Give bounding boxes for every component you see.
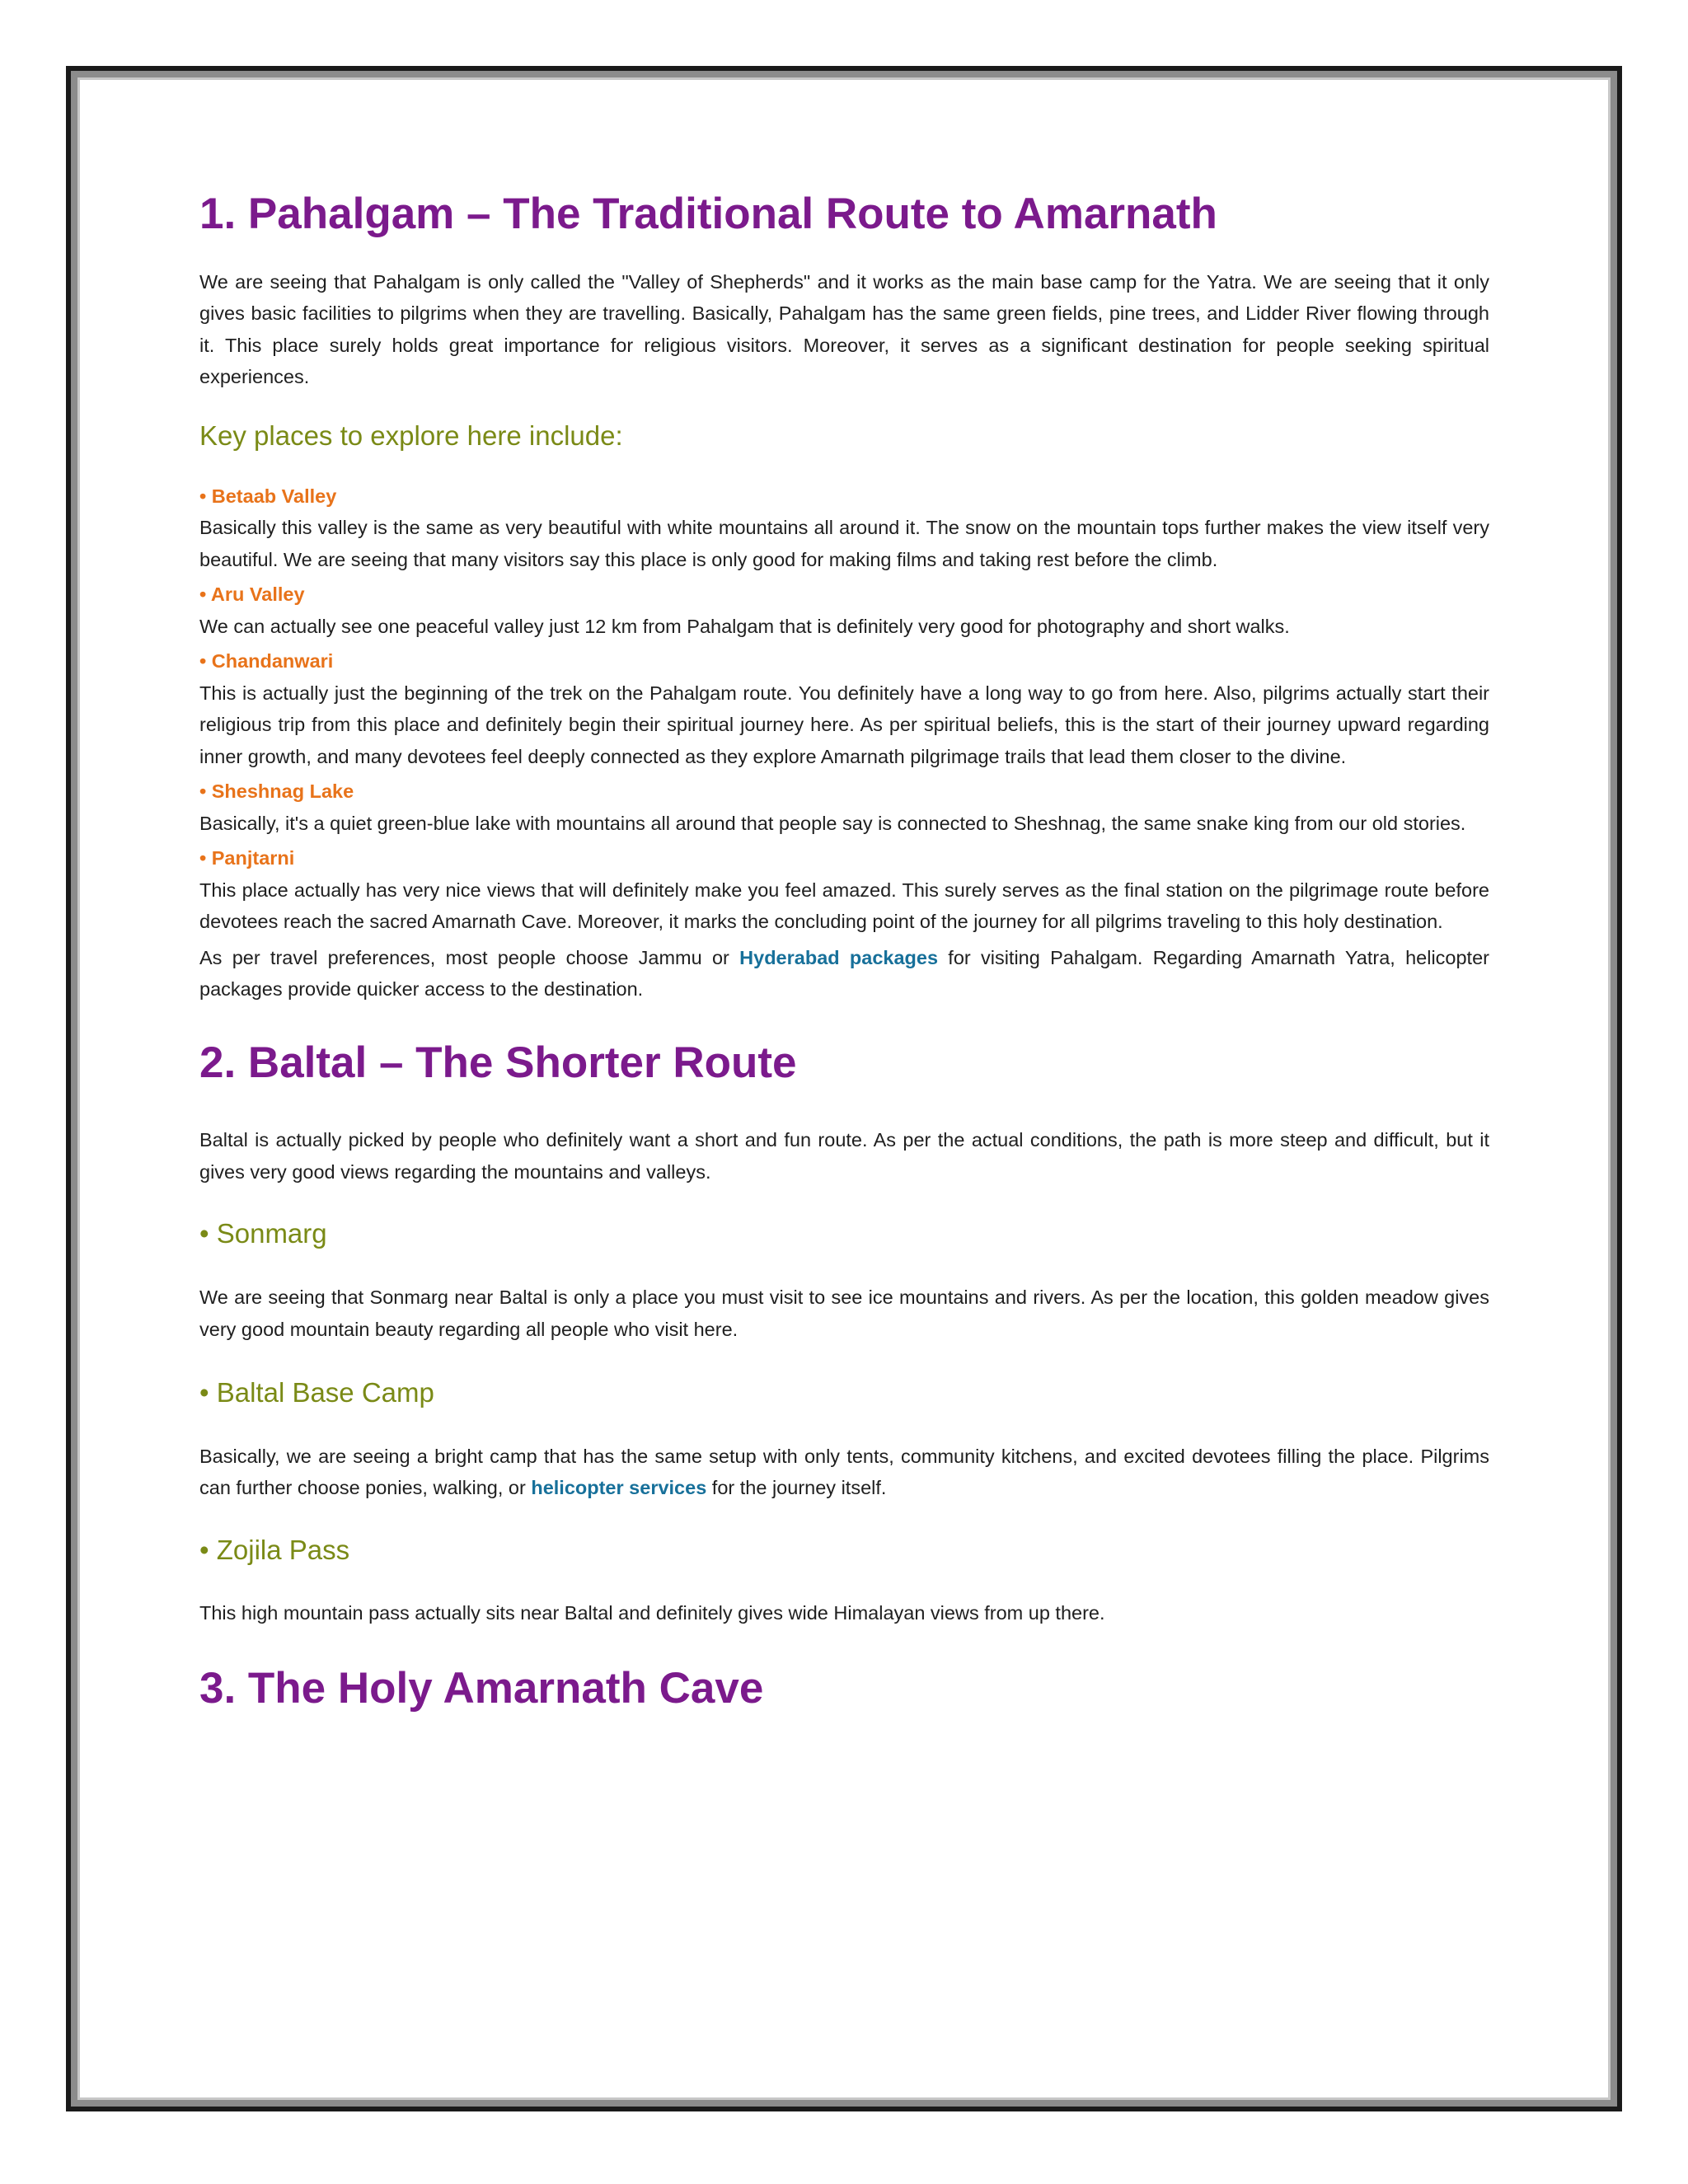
section1-intro: We are seeing that Pahalgam is only called the "Valley of Shepherds" and it works as the main base camp for the Yatra. We are seeing that it only gives basic facilities to pilgrims when they are travelling. Basically, Pahalgam has the same green fields, pine trees, and Lidder River flowing through it. This place surely holds great importance for religious visitors. Moreover, it serves as a significant destination for people seeking spiritual experiences.	[199, 270, 1489, 388]
place-name-betaab-valley: • Betaab Valley	[199, 485, 337, 507]
place-name-chandanwari: • Chandanwari	[199, 650, 334, 673]
helicopter-services-link[interactable]: helicopter services	[531, 1477, 707, 1499]
zojila-pass-heading: • Zojila Pass	[199, 1534, 350, 1565]
section1-heading: 1. Pahalgam – The Traditional Route to Amarnath	[199, 190, 1217, 238]
section1-closing-before: As per travel preferences, most people choose Jammu or	[199, 946, 740, 968]
place-name-sheshnag-lake: • Sheshnag Lake	[199, 780, 354, 803]
section3-heading: 3. The Holy Amarnath Cave	[199, 1663, 764, 1713]
section2-intro: Baltal is actually picked by people who definitely want a short and fun route. As per the actual conditions, the path is more steep and difficult, but it gives very good views regarding the mountains and valleys.	[199, 1129, 1489, 1183]
hyderabad-packages-link[interactable]: Hyderabad packages	[739, 946, 939, 968]
place-name-aru-valley: • Aru Valley	[199, 583, 305, 606]
key-places-heading: Key places to explore here include:	[199, 419, 623, 451]
place-name-panjtarni: • Panjtarni	[199, 847, 295, 869]
basecamp-text-after: for the journey itself.	[706, 1477, 887, 1499]
place-text-sheshnag-lake: Basically, it's a quiet green-blue lake with mountains all around that people say is connected to Sheshnag, the same snake king from our old stories.	[199, 812, 1466, 834]
document-body	[199, 190, 1489, 1714]
section2-heading: 2. Baltal – The Shorter Route	[199, 1038, 797, 1087]
baltal-base-camp-text	[199, 1441, 1489, 1504]
sonmarg-text: We are seeing that Sonmarg near Baltal is only a place you must visit to see ice mountains and rivers. As per the location, this golden meadow gives very good mountain beauty regarding all people who visit here.	[199, 1286, 1489, 1340]
zojila-pass-text: This high mountain pass actually sits near Baltal and definitely gives wide Himalayan views from up there.	[199, 1602, 1105, 1624]
places-list	[199, 480, 1489, 938]
place-text-aru-valley: We can actually see one peaceful valley just 12 km from Pahalgam that is definitely very good for photography and short walks.	[199, 615, 1290, 637]
baltal-base-camp-heading: • Baltal Base Camp	[199, 1377, 434, 1408]
place-text-panjtarni: This place actually has very nice views that will definitely make you feel amazed. This surely serves as the final station on the pilgrimage route before devotees reach the sacred Amarnath Cave. Moreover, it marks the concluding point of the journey for all pilgrims traveling to this holy destination.	[199, 879, 1489, 933]
section1-closing	[199, 942, 1489, 1005]
section1-closing-after: for visiting Pahalgam. Regarding Amarnath Yatra, helicopter packages provide quicker access to the destination.	[199, 946, 1489, 1001]
sonmarg-heading: • Sonmarg	[199, 1218, 327, 1249]
place-text-chandanwari: This is actually just the beginning of the trek on the Pahalgam route. You definitely have a long way to go from here. Also, pilgrims actually start their religious trip from this place and definitely begin their spiritual journey here. As per spiritual beliefs, this is the start of their journey upward regarding inner growth, and many devotees feel deeply connected as they explore Amarnath pilgrimage trails that lead them closer to the divine.	[199, 682, 1489, 767]
basecamp-text-before: Basically, we are seeing a bright camp that has the same setup with only tents, community kitchens, and excited devotees filling the place. Pilgrims can further choose ponies, walking, or	[199, 1445, 1489, 1499]
place-text-betaab-valley: Basically this valley is the same as very beautiful with white mountains all around it. The snow on the mountain tops further makes the view itself very beautiful. We are seeing that many visitors say this place is only good for making films and taking rest before the climb.	[199, 517, 1489, 570]
